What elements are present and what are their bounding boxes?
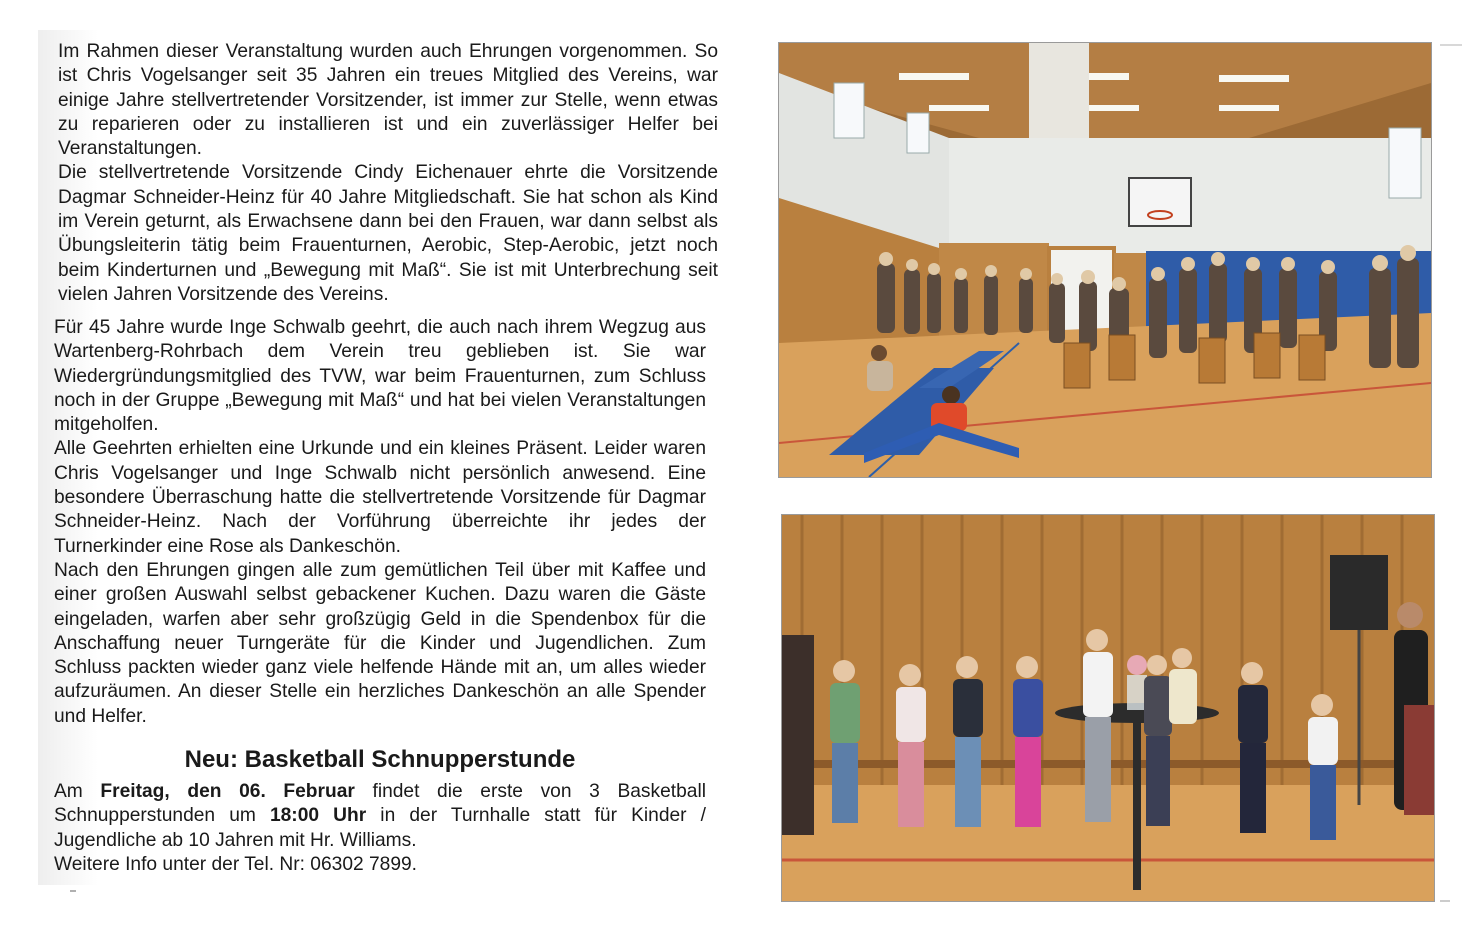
announcement-text-part2: findet die erste von 3 Basketball Schnupperstunden um [54, 781, 706, 827]
article-section-continued [54, 316, 706, 729]
gym-hall-photo [778, 42, 1432, 478]
adult-right-head [1397, 602, 1423, 628]
table-leg [1133, 715, 1141, 890]
page-edge-mark [1440, 900, 1450, 902]
ceiling-light [1219, 105, 1279, 111]
announcement-text-part3: in der Turnhalle statt für Kinder / Jugendliche ab 10 Jahren mit Hr. Williams. [54, 805, 707, 851]
children-photo [781, 514, 1435, 902]
speaker-box [1330, 555, 1388, 630]
paragraph-schwalb: Für 45 Jahre wurde Inge Schwalb geehrt, die auch nach ihrem Wegzug aus Wartenberg-Rohrbach dem Verein treu geblieben ist. Sie war Wiedergründungsmitglied des TVW, war beim Frauenturnen, zum Schluss noch in der Gruppe „Bewegung mit Maß“ und hat bei vielen Veranstaltungen mitgeholfen. [54, 317, 706, 436]
adult-right-skirt [1404, 705, 1434, 815]
announcement-text-part1: Am [54, 781, 101, 802]
paragraph-schneider-heinz: Die stellvertretende Vorsitzende Cindy Eichenauer ehrte die Vorsitzende Dagmar Schneider-Heinz für 40 Jahre Mitgliedschaft. Sie hat schon als Kind im Verein geturnt, als Erwachsene dann bei den Frauen, war dann selbst als Übungsleiterin tätig beim Frauenturnen, Aerobic, Step-Aerobic, jetzt noch beim Kinderturnen und „Bewegung mit Maß“. Sie ist mit Unterbrechung seit vielen Jahren Vorsitzende des Vereins. [58, 162, 718, 305]
paragraph-surprise: Alle Geehrten erhielten eine Urkunde und ein kleines Präsent. Leider waren Chris Vogelsanger und Inge Schwalb nicht persönlich anwesend. Eine besondere Überraschung hatte die stellvertretende Vorsitzende für Dagmar Schneider-Heinz. Nach der Vorführung überreichte ihr jedes der Turnerkinder eine Rose als Dankeschön. [54, 438, 706, 557]
paragraph-vogelsanger: Im Rahmen dieser Veranstaltung wurden auch Ehrungen vorgenommen. So ist Chris Vogelsanger seit 35 Jahren ein treues Mitglied des Vereins, war einige Jahre stellvertretender Vorsitzender, ist immer zur Stelle, wenn etwas zu reparieren oder zu installieren ist und ein zuverlässiger Helfer bei Veranstaltungen. [58, 41, 718, 160]
ceiling-light [1219, 75, 1289, 82]
announcement-time: 18:00 Uhr [269, 805, 367, 827]
window [834, 83, 864, 138]
page-edge-rule [1440, 44, 1462, 46]
paragraph-coffee: Nach den Ehrungen gingen alle zum gemütlichen Teil über mit Kaffee und einer großen Auswahl selbst gebackener Kuchen. Dazu waren die Gäste eingeladen, warfen aber sehr großzügig Geld in die Spendenbox für die Anschaffung neuer Turngeräte für die Kinder und Jugendlichen. Zum Schluss packten wieder ganz viele helfende Hände mit an, um alles wieder aufzuräumen. An dieser Stelle ein herzliches Dankeschön an alle Spender und Helfer. [54, 559, 706, 727]
children-illustration [782, 515, 1434, 901]
announcement-headline: Neu: Basketball Schnupperstunde [184, 746, 576, 773]
window [907, 113, 929, 153]
stray-mark [70, 890, 76, 892]
announcement-contact: Weitere Info unter der Tel. Nr: 06302 7899. [54, 853, 418, 875]
article-column [38, 30, 738, 885]
adult-left [782, 635, 814, 835]
ceiling-beam [1029, 43, 1089, 143]
announcement-text [54, 780, 706, 853]
announcement-date: Freitag, den 06. Februar [100, 781, 355, 802]
roses [1127, 655, 1147, 675]
ceiling-light [929, 105, 989, 111]
gym-hall-illustration [779, 43, 1431, 477]
ceiling-light [899, 73, 969, 80]
article-section-honors [58, 40, 718, 307]
window [1389, 128, 1421, 198]
announcement-body [54, 780, 706, 877]
